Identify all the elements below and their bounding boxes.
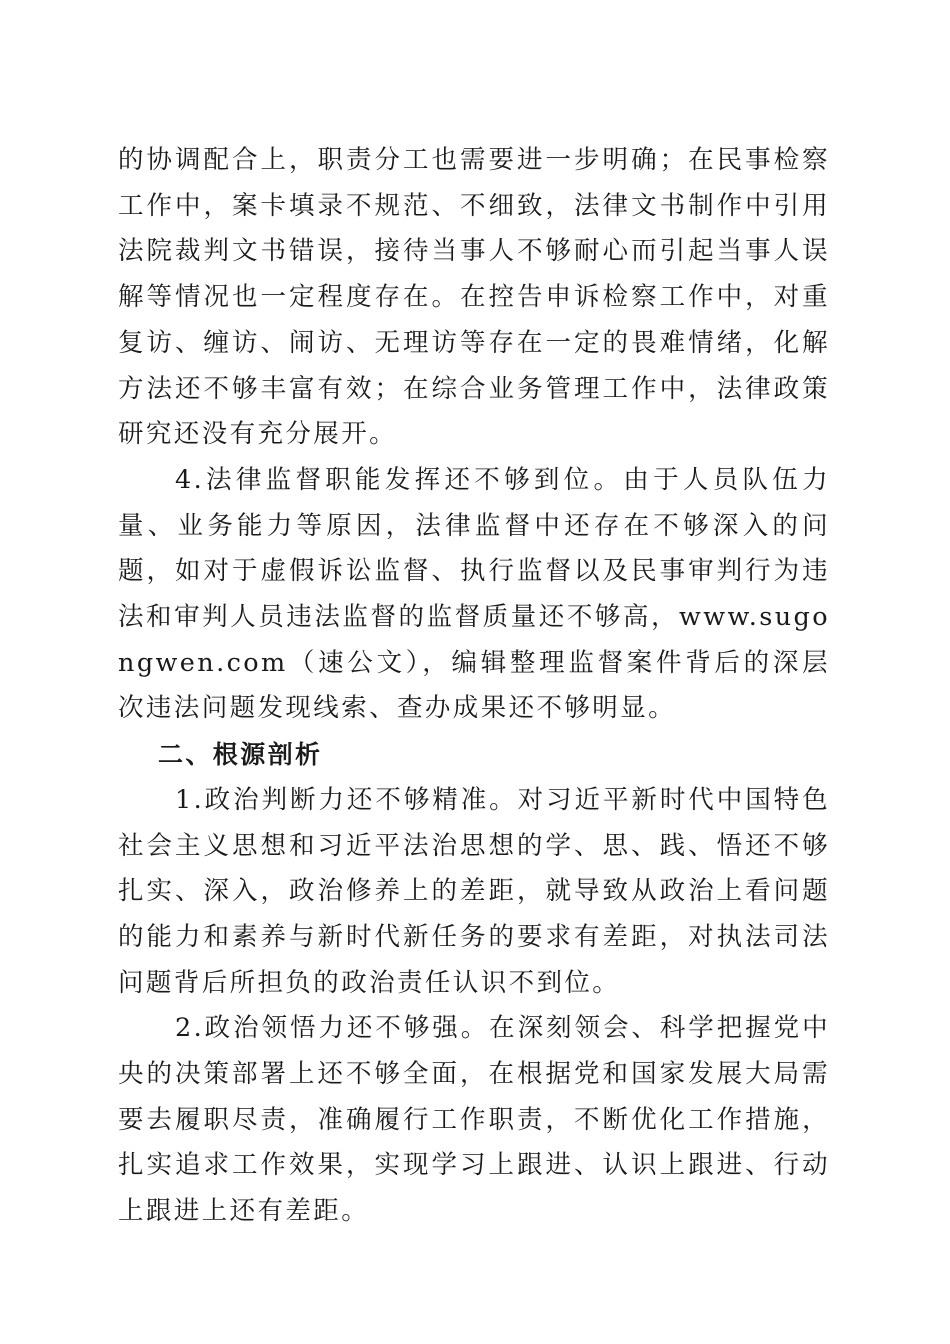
section-heading-root-cause-analysis: 二、根源剖析: [158, 740, 323, 770]
paragraph-item-1-political-judgment: 1.政治判断力还不够精准。对习近平新时代中国特色社会主义思想和习近平法治思想的学、思、践、悟还不够扎实、深入，政治修养上的差距，就导致从政治上看问题的能力和素养与新时代新任务的要求有差距，对执法司法问题背后所担负的政治责任认识不到位。: [118, 784, 830, 998]
document-body: [118, 138, 830, 1235]
paragraph-item-2-political-understanding: 2.政治领悟力还不够强。在深刻领会、科学把握党中央的决策部署上还不够全面，在根据党和国家发展大局需要去履职尽责，准确履行工作职责，不断优化工作措施，扎实追求工作效果，实现学习上跟进、认识上跟进、行动上跟进上还有差距。: [118, 1013, 830, 1227]
paragraph-item-4-legal-supervision: 4.法律监督职能发挥还不够到位。由于人员队伍力量、业务能力等原因，法律监督中还存在不够深入的问题，如对于虚假诉讼监督、执行监督以及民事审判行为违法和审判人员违法监督的监督质量还不够高，www.sugongwen.com（速公文），编辑整理监督案件背后的深层次违法问题发现线索、查办成果还不够明显。: [118, 464, 830, 724]
paragraph-continuation: 的协调配合上，职责分工也需要进一步明确；在民事检察工作中，案卡填录不规范、不细致，法律文书制作中引用法院裁判文书错误，接待当事人不够耐心而引起当事人误解等情况也一定程度存在。在控告申诉检察工作中，对重复访、缠访、闹访、无理访等存在一定的畏难情绪，化解方法还不够丰富有效；在综合业务管理工作中，法律政策研究还没有充分展开。: [118, 145, 830, 450]
